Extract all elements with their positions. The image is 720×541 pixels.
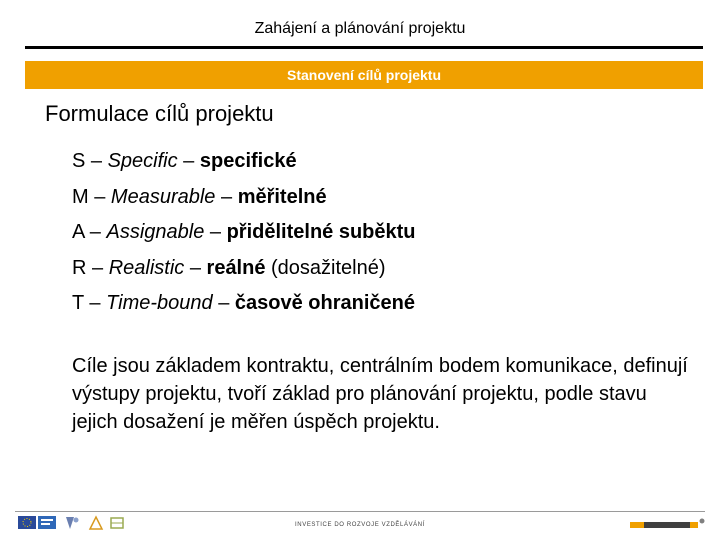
smart-separator: – <box>184 256 207 279</box>
smart-english: Measurable <box>110 185 216 208</box>
smart-english: Realistic <box>108 256 185 279</box>
smart-separator: – <box>204 221 227 243</box>
smart-separator: – <box>212 292 235 314</box>
section-title: Formulace cílů projektu <box>45 101 274 126</box>
smart-separator: – <box>85 150 108 172</box>
smart-english: Time-bound <box>106 292 213 314</box>
smart-separator: – <box>84 221 107 243</box>
slide-banner-text: Stanovení cílů projektu <box>286 67 442 83</box>
smart-czech: přidělitelné suběktu <box>226 221 416 243</box>
smart-list <box>72 144 416 322</box>
smart-item-s <box>72 144 416 180</box>
smart-letter: A <box>72 221 85 243</box>
smart-note: (dosažitelné) <box>265 256 386 279</box>
smart-letter: M <box>72 185 89 208</box>
brand-logo-mark <box>630 516 706 534</box>
smart-czech: měřitelné <box>237 185 327 208</box>
smart-letter: S <box>72 150 86 172</box>
smart-czech: specifické <box>199 150 297 172</box>
header-divider <box>25 46 703 49</box>
smart-separator: – <box>83 292 107 314</box>
smart-item-m <box>72 180 416 216</box>
smart-item-r <box>72 251 416 287</box>
brand-logo <box>630 516 706 539</box>
smart-separator: – <box>177 150 200 172</box>
smart-english: Assignable <box>106 221 205 243</box>
footer-divider <box>15 511 705 512</box>
smart-english: Specific <box>107 150 178 172</box>
smart-letter: R <box>72 256 87 279</box>
slide-banner <box>25 61 703 89</box>
footer-slogan: INVESTICE DO ROZVOJE VZDĚLÁVÁNÍ <box>295 522 425 528</box>
smart-letter: T <box>72 292 84 314</box>
smart-separator: – <box>86 256 109 279</box>
smart-item-a <box>72 215 416 251</box>
smart-item-t <box>72 286 416 322</box>
page-header-title: Zahájení a plánování projektu <box>254 20 466 37</box>
smart-separator: – <box>88 185 111 208</box>
smart-czech: časově ohraničené <box>234 292 415 314</box>
smart-czech: reálné <box>206 256 266 279</box>
goals-paragraph: Cíle jsou základem kontraktu, centrálním bodem komunikace, definují výstupy projektu, tvoří základ pro plánování projektu, podle stavu jejich dosažení je měřen úspěch projektu. <box>72 355 688 433</box>
smart-separator: – <box>215 185 238 208</box>
